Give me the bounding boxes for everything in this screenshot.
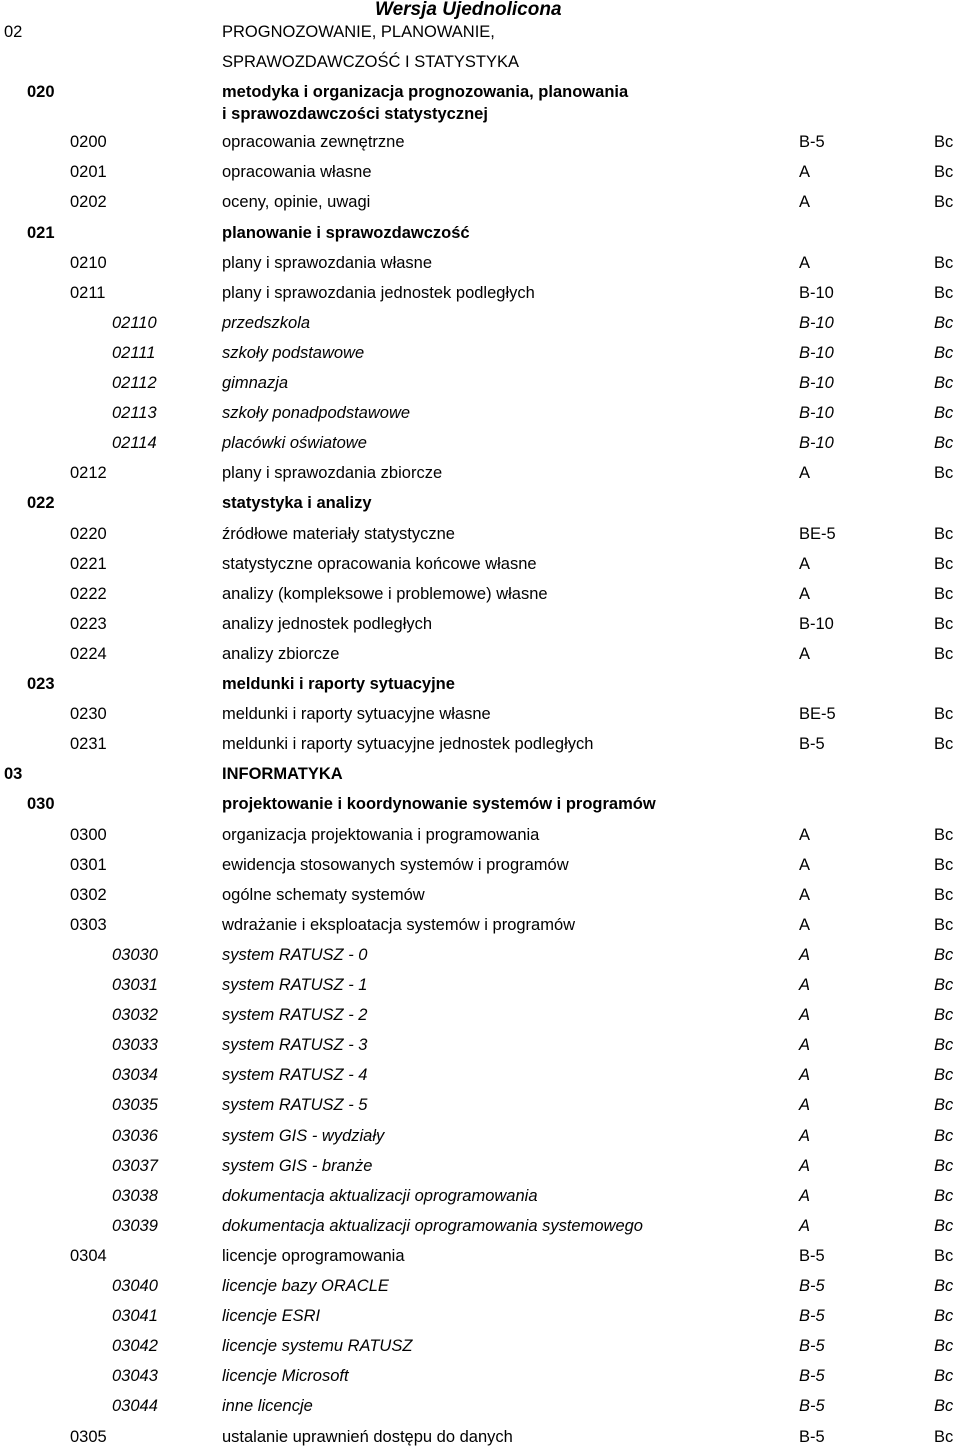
- row-bc: Bc: [934, 735, 954, 754]
- table-row: [0, 1125, 960, 1155]
- table-row: [0, 1215, 960, 1245]
- row-category: B-10: [799, 374, 834, 392]
- row-category: A: [799, 1156, 811, 1175]
- row-bc: Bc: [934, 554, 954, 573]
- row-category: A: [799, 644, 811, 663]
- row-code: 0301: [70, 855, 107, 874]
- table-row: [0, 432, 960, 462]
- table-row: [0, 1034, 960, 1064]
- row-description: opracowania własne: [222, 163, 372, 182]
- row-category: A: [799, 1036, 811, 1055]
- row-code: 0201: [70, 163, 107, 182]
- row-bc: Bc: [934, 1156, 954, 1175]
- row-description: meldunki i raporty sytuacyjne: [222, 675, 455, 693]
- row-category: B-10: [799, 434, 834, 453]
- row-description: plany i sprawozdania własne: [222, 253, 433, 272]
- table-row: [0, 1305, 960, 1335]
- row-bc: Bc: [934, 193, 954, 212]
- row-category: A: [799, 163, 811, 182]
- row-code: 0224: [70, 644, 107, 663]
- row-code: 0222: [70, 584, 107, 603]
- row-description-line1: metodyka i organizacja prognozowania, planowania: [222, 83, 629, 102]
- table-row: [0, 462, 960, 492]
- row-bc: Bc: [934, 945, 954, 964]
- table-row: [0, 21, 960, 51]
- row-category: A: [799, 193, 811, 212]
- row-description: system RATUSZ - 2: [222, 1006, 368, 1025]
- table-row: [0, 252, 960, 282]
- row-category: A: [799, 1006, 811, 1025]
- row-category: A: [799, 945, 811, 964]
- row-category: B-10: [799, 404, 834, 423]
- table-row: [0, 733, 960, 763]
- row-bc: Bc: [934, 1277, 954, 1295]
- row-bc: Bc: [934, 1307, 954, 1326]
- row-description: SPRAWOZDAWCZOŚĆ I STATYSTYKA: [222, 53, 520, 72]
- row-bc: Bc: [934, 644, 954, 663]
- row-bc: Bc: [934, 313, 954, 332]
- row-code: 03037: [112, 1156, 158, 1175]
- table-row: [0, 51, 960, 81]
- row-description: [222, 81, 628, 125]
- row-code: 0210: [70, 253, 107, 272]
- row-code: 02110: [112, 313, 157, 332]
- row-category: B-5: [799, 1277, 825, 1295]
- row-bc: Bc: [934, 1367, 954, 1386]
- row-description: system GIS - branże: [222, 1156, 373, 1175]
- row-category: BE-5: [799, 705, 836, 724]
- row-category: B-5: [799, 1367, 825, 1386]
- row-code: 020: [27, 83, 55, 102]
- row-code: 021: [27, 223, 55, 242]
- row-category: A: [799, 1186, 811, 1205]
- table-row: [0, 81, 960, 124]
- table-row: [0, 914, 960, 944]
- row-description: ewidencja stosowanych systemów i programów: [222, 855, 569, 874]
- row-bc: Bc: [934, 915, 954, 934]
- row-description: przedszkola: [222, 313, 311, 332]
- table-row: [0, 1245, 960, 1275]
- row-bc: Bc: [934, 464, 954, 483]
- row-category: B-10: [799, 343, 834, 362]
- table-row: [0, 703, 960, 733]
- row-description: źródłowe materiały statystyczne: [222, 524, 455, 543]
- row-description: system RATUSZ - 4: [222, 1066, 368, 1085]
- row-category: A: [799, 554, 811, 573]
- table-row: [0, 854, 960, 884]
- table-row: [0, 613, 960, 643]
- row-description: licencje ESRI: [222, 1307, 321, 1326]
- row-code: 0304: [70, 1246, 107, 1265]
- table-row: [0, 1155, 960, 1185]
- document-header: Wersja Ujednolicona: [375, 0, 562, 20]
- row-category: A: [799, 976, 811, 994]
- row-description: inne licencje: [222, 1397, 313, 1416]
- row-description: szkoły podstawowe: [222, 343, 365, 362]
- table-row: [0, 372, 960, 402]
- row-code: 03039: [112, 1216, 158, 1235]
- table-row: [0, 1004, 960, 1034]
- row-code: 0211: [70, 283, 106, 302]
- row-code: 0200: [70, 133, 107, 152]
- row-description: projektowanie i koordynowanie systemów i programów: [222, 795, 656, 814]
- row-description: wdrażanie i eksploatacja systemów i programów: [222, 915, 576, 934]
- row-description: system GIS - wydziały: [222, 1126, 385, 1145]
- table-row: [0, 312, 960, 342]
- table-row: [0, 1185, 960, 1215]
- row-category: A: [799, 885, 811, 904]
- row-code: 022: [27, 494, 55, 513]
- row-code: 0223: [70, 614, 107, 633]
- row-bc: Bc: [934, 1066, 954, 1085]
- row-description: licencje Microsoft: [222, 1367, 349, 1386]
- row-description: opracowania zewnętrzne: [222, 133, 405, 152]
- table-row: [0, 1335, 960, 1365]
- row-bc: Bc: [934, 1216, 954, 1235]
- row-code: 0212: [70, 464, 107, 483]
- row-bc: Bc: [934, 434, 954, 453]
- row-description: analizy zbiorcze: [222, 644, 340, 663]
- table-row: [0, 824, 960, 854]
- row-category: B-5: [799, 1337, 825, 1356]
- row-description: gimnazja: [222, 374, 289, 392]
- table-row: [0, 222, 960, 252]
- row-bc: Bc: [934, 705, 954, 724]
- row-category: A: [799, 1066, 811, 1085]
- row-bc: Bc: [934, 1036, 954, 1055]
- row-description: statystyka i analizy: [222, 494, 372, 513]
- row-bc: Bc: [934, 1337, 954, 1356]
- row-description: system RATUSZ - 3: [222, 1036, 368, 1055]
- row-code: 0220: [70, 524, 107, 543]
- row-category: B-5: [799, 1246, 825, 1265]
- row-bc: Bc: [934, 343, 954, 362]
- table-row: [0, 523, 960, 553]
- table-row: [0, 1426, 960, 1456]
- table-row: [0, 793, 960, 823]
- row-bc: Bc: [934, 1006, 954, 1025]
- table-row: [0, 643, 960, 673]
- table-row: [0, 1064, 960, 1094]
- row-description: szkoły ponadpodstawowe: [222, 404, 411, 423]
- table-row: [0, 974, 960, 1004]
- row-code: 03042: [112, 1337, 158, 1356]
- row-description: meldunki i raporty sytuacyjne własne: [222, 705, 491, 724]
- row-description: statystyczne opracowania końcowe własne: [222, 554, 537, 573]
- row-category: B-10: [799, 313, 834, 332]
- row-bc: Bc: [934, 253, 954, 272]
- row-description: oceny, opinie, uwagi: [222, 193, 371, 212]
- row-description: licencje oprogramowania: [222, 1246, 405, 1265]
- row-category: A: [799, 584, 811, 603]
- row-description: licencje systemu RATUSZ: [222, 1337, 413, 1356]
- row-category: B-5: [799, 735, 825, 754]
- row-bc: Bc: [934, 404, 954, 423]
- table-row: [0, 492, 960, 522]
- row-bc: Bc: [934, 1246, 954, 1265]
- table-row: [0, 402, 960, 432]
- row-bc: Bc: [934, 524, 954, 543]
- row-code: 02114: [112, 434, 157, 453]
- row-category: B-5: [799, 1427, 825, 1446]
- row-description: system RATUSZ - 0: [222, 945, 368, 964]
- row-description-line2: i sprawozdawczości statystycznej: [222, 105, 488, 124]
- row-bc: Bc: [934, 976, 954, 994]
- row-description: ogólne schematy systemów: [222, 885, 425, 904]
- row-bc: Bc: [934, 1096, 954, 1115]
- row-description: licencje bazy ORACLE: [222, 1277, 389, 1295]
- table-row: [0, 553, 960, 583]
- row-description: analizy jednostek podległych: [222, 614, 433, 633]
- row-code: 03035: [112, 1096, 158, 1115]
- table-row: [0, 763, 960, 793]
- table-row: [0, 131, 960, 161]
- row-code: 03034: [112, 1066, 158, 1085]
- row-code: 0202: [70, 193, 107, 212]
- row-bc: Bc: [934, 133, 954, 152]
- row-code: 03033: [112, 1036, 158, 1055]
- row-category: BE-5: [799, 524, 836, 543]
- row-bc: Bc: [934, 855, 954, 874]
- row-category: B-10: [799, 614, 834, 633]
- row-code: 02112: [112, 374, 157, 392]
- row-code: 0231: [70, 735, 107, 754]
- row-description: system RATUSZ - 5: [222, 1096, 368, 1115]
- table-row: [0, 583, 960, 613]
- row-code: 0300: [70, 825, 107, 844]
- row-code: 0303: [70, 915, 107, 934]
- row-category: B-5: [799, 1397, 825, 1416]
- row-category: B-5: [799, 133, 825, 152]
- row-description: dokumentacja aktualizacji oprogramowania systemowego: [222, 1216, 643, 1235]
- row-code: 03032: [112, 1006, 158, 1025]
- row-bc: Bc: [934, 614, 954, 633]
- row-code: 0221: [70, 554, 107, 573]
- row-code: 0302: [70, 885, 107, 904]
- table-row: [0, 884, 960, 914]
- row-bc: Bc: [934, 825, 954, 844]
- row-bc: Bc: [934, 283, 954, 302]
- row-code: 03041: [112, 1307, 158, 1326]
- table-row: [0, 191, 960, 221]
- row-description: planowanie i sprawozdawczość: [222, 223, 470, 242]
- row-code: 02111: [112, 343, 156, 362]
- row-code: 03031: [112, 976, 158, 994]
- row-category: A: [799, 253, 811, 272]
- row-code: 023: [27, 675, 55, 693]
- row-bc: Bc: [934, 584, 954, 603]
- table-row: [0, 282, 960, 312]
- row-code: 03044: [112, 1397, 158, 1416]
- row-bc: Bc: [934, 163, 954, 182]
- row-description: INFORMATYKA: [222, 765, 343, 784]
- table-row: [0, 1365, 960, 1395]
- row-code: 03038: [112, 1186, 158, 1205]
- row-category: A: [799, 464, 811, 483]
- row-category: A: [799, 1096, 811, 1115]
- row-category: A: [799, 1216, 811, 1235]
- row-code: 03043: [112, 1367, 158, 1386]
- row-code: 0230: [70, 705, 107, 724]
- row-description: dokumentacja aktualizacji oprogramowania: [222, 1186, 538, 1205]
- row-code: 02: [4, 23, 23, 41]
- row-description: plany i sprawozdania zbiorcze: [222, 464, 443, 483]
- table-row: [0, 1395, 960, 1425]
- row-code: 03: [4, 765, 23, 784]
- row-description: meldunki i raporty sytuacyjne jednostek podległych: [222, 735, 594, 754]
- row-category: B-5: [799, 1307, 825, 1326]
- row-description: ustalanie uprawnień dostępu do danych: [222, 1427, 513, 1446]
- row-category: B-10: [799, 283, 834, 302]
- row-code: 03036: [112, 1126, 158, 1145]
- table-row: [0, 1094, 960, 1124]
- table-row: [0, 342, 960, 372]
- row-description: PROGNOZOWANIE, PLANOWANIE,: [222, 23, 495, 41]
- row-code: 03030: [112, 945, 158, 964]
- row-bc: Bc: [934, 374, 954, 392]
- table-row: [0, 161, 960, 191]
- row-description: plany i sprawozdania jednostek podległych: [222, 283, 535, 302]
- row-bc: Bc: [934, 1186, 954, 1205]
- row-description: organizacja projektowania i programowania: [222, 825, 540, 844]
- row-bc: Bc: [934, 1397, 954, 1416]
- row-description: system RATUSZ - 1: [222, 976, 368, 994]
- row-code: 02113: [112, 404, 157, 423]
- table-row: [0, 1275, 960, 1305]
- row-category: A: [799, 1126, 811, 1145]
- table-row: [0, 944, 960, 974]
- row-category: A: [799, 915, 811, 934]
- row-bc: Bc: [934, 1427, 954, 1446]
- row-category: A: [799, 855, 811, 874]
- table-row: [0, 673, 960, 703]
- row-description: placówki oświatowe: [222, 434, 367, 453]
- row-description: analizy (kompleksowe i problemowe) własne: [222, 584, 548, 603]
- row-code: 03040: [112, 1277, 158, 1295]
- row-code: 0305: [70, 1427, 107, 1446]
- row-bc: Bc: [934, 1126, 954, 1145]
- row-code: 030: [27, 795, 55, 814]
- row-category: A: [799, 825, 811, 844]
- row-bc: Bc: [934, 885, 954, 904]
